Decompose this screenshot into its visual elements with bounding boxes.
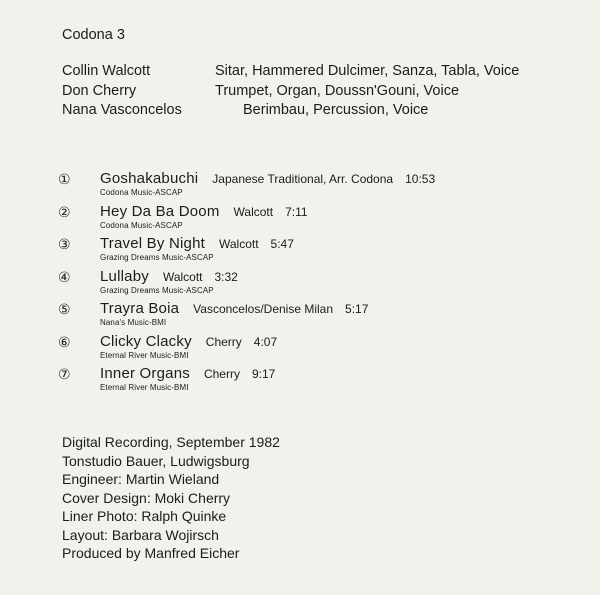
track-composer: Cherry [205, 334, 242, 349]
track-number: ⑦ [58, 367, 71, 383]
track-duration: 3:32 [214, 269, 238, 284]
credit-cover-design: Cover Design: Moki Cherry [62, 489, 231, 506]
album-title: Codona 3 [62, 27, 125, 43]
track-title: Hey Da Ba Doom [100, 202, 220, 220]
track-publisher: Eternal River Music-BMI [100, 383, 189, 392]
track-duration: 10:53 [405, 172, 436, 186]
personnel-list [62, 63, 582, 122]
track-publisher: Codona Music-ASCAP [100, 188, 183, 197]
track-number: ③ [58, 237, 71, 253]
track-number: ① [58, 172, 71, 188]
track-main-line [100, 203, 308, 221]
track-number: ② [58, 204, 71, 221]
track-composer: Walcott [162, 269, 203, 284]
track-item [58, 365, 578, 398]
track-duration: 5:17 [345, 302, 369, 316]
track-main-line [100, 268, 238, 286]
credit-liner-photo: Liner Photo: Ralph Quinke [62, 508, 227, 524]
credit-recording: Digital Recording, September 1982 [62, 434, 280, 450]
credit-studio: Tonstudio Bauer, Ludwigsburg [62, 452, 250, 469]
track-main-line [100, 300, 368, 318]
musician-instruments: Sitar, Hammered Dulcimer, Sanza, Tabla, Voice [215, 63, 520, 79]
track-composer: Walcott [233, 204, 274, 219]
track-composer: Walcott [218, 237, 259, 251]
track-title: Goshakabuchi [100, 170, 199, 187]
track-main-line [100, 235, 294, 253]
track-duration: 4:07 [253, 334, 278, 349]
track-composer: Cherry [203, 367, 240, 381]
credit-layout: Layout: Barbara Wojirsch [62, 526, 219, 543]
track-main-line [100, 365, 275, 383]
musician-instruments: Berimbau, Percussion, Voice [243, 102, 429, 118]
track-item [58, 333, 578, 366]
musician-name: Don Cherry [62, 82, 137, 99]
credit-engineer: Engineer: Martin Wieland [62, 471, 220, 487]
credits-block [62, 434, 280, 564]
track-duration: 7:11 [285, 204, 308, 219]
track-composer: Japanese Traditional, Arr. Codona [212, 172, 394, 186]
personnel-row [62, 83, 582, 103]
track-item [58, 235, 578, 268]
personnel-row [62, 102, 582, 122]
track-duration: 5:47 [270, 237, 294, 251]
track-title: Clicky Clacky [100, 332, 192, 350]
musician-name: Collin Walcott [62, 63, 151, 79]
track-publisher: Eternal River Music-BMI [100, 350, 189, 360]
track-number: ⑤ [58, 302, 71, 318]
track-duration: 9:17 [251, 367, 276, 381]
track-item [58, 203, 578, 236]
track-title: Travel By Night [100, 235, 205, 252]
track-title: Trayra Boia [100, 300, 180, 317]
track-main-line [100, 170, 435, 188]
track-number: ⑥ [58, 334, 71, 351]
track-list [58, 170, 578, 398]
track-main-line [100, 333, 277, 351]
track-item [58, 300, 578, 333]
track-number: ④ [58, 269, 71, 286]
track-publisher: Grazing Dreams Music-ASCAP [100, 253, 214, 262]
musician-instruments: Trumpet, Organ, Doussn'Gouni, Voice [215, 82, 460, 99]
track-composer: Vasconcelos/Denise Milan [193, 302, 334, 316]
track-publisher: Codona Music-ASCAP [100, 220, 183, 230]
personnel-row [62, 63, 582, 83]
track-item [58, 170, 578, 203]
track-publisher: Grazing Dreams Music-ASCAP [100, 285, 214, 295]
track-item [58, 268, 578, 301]
track-title: Inner Organs [100, 365, 190, 382]
track-publisher: Nana's Music-BMI [100, 318, 167, 327]
musician-name: Nana Vasconcelos [62, 102, 182, 118]
credit-producer: Produced by Manfred Eicher [62, 545, 240, 561]
track-title: Lullaby [100, 267, 149, 285]
